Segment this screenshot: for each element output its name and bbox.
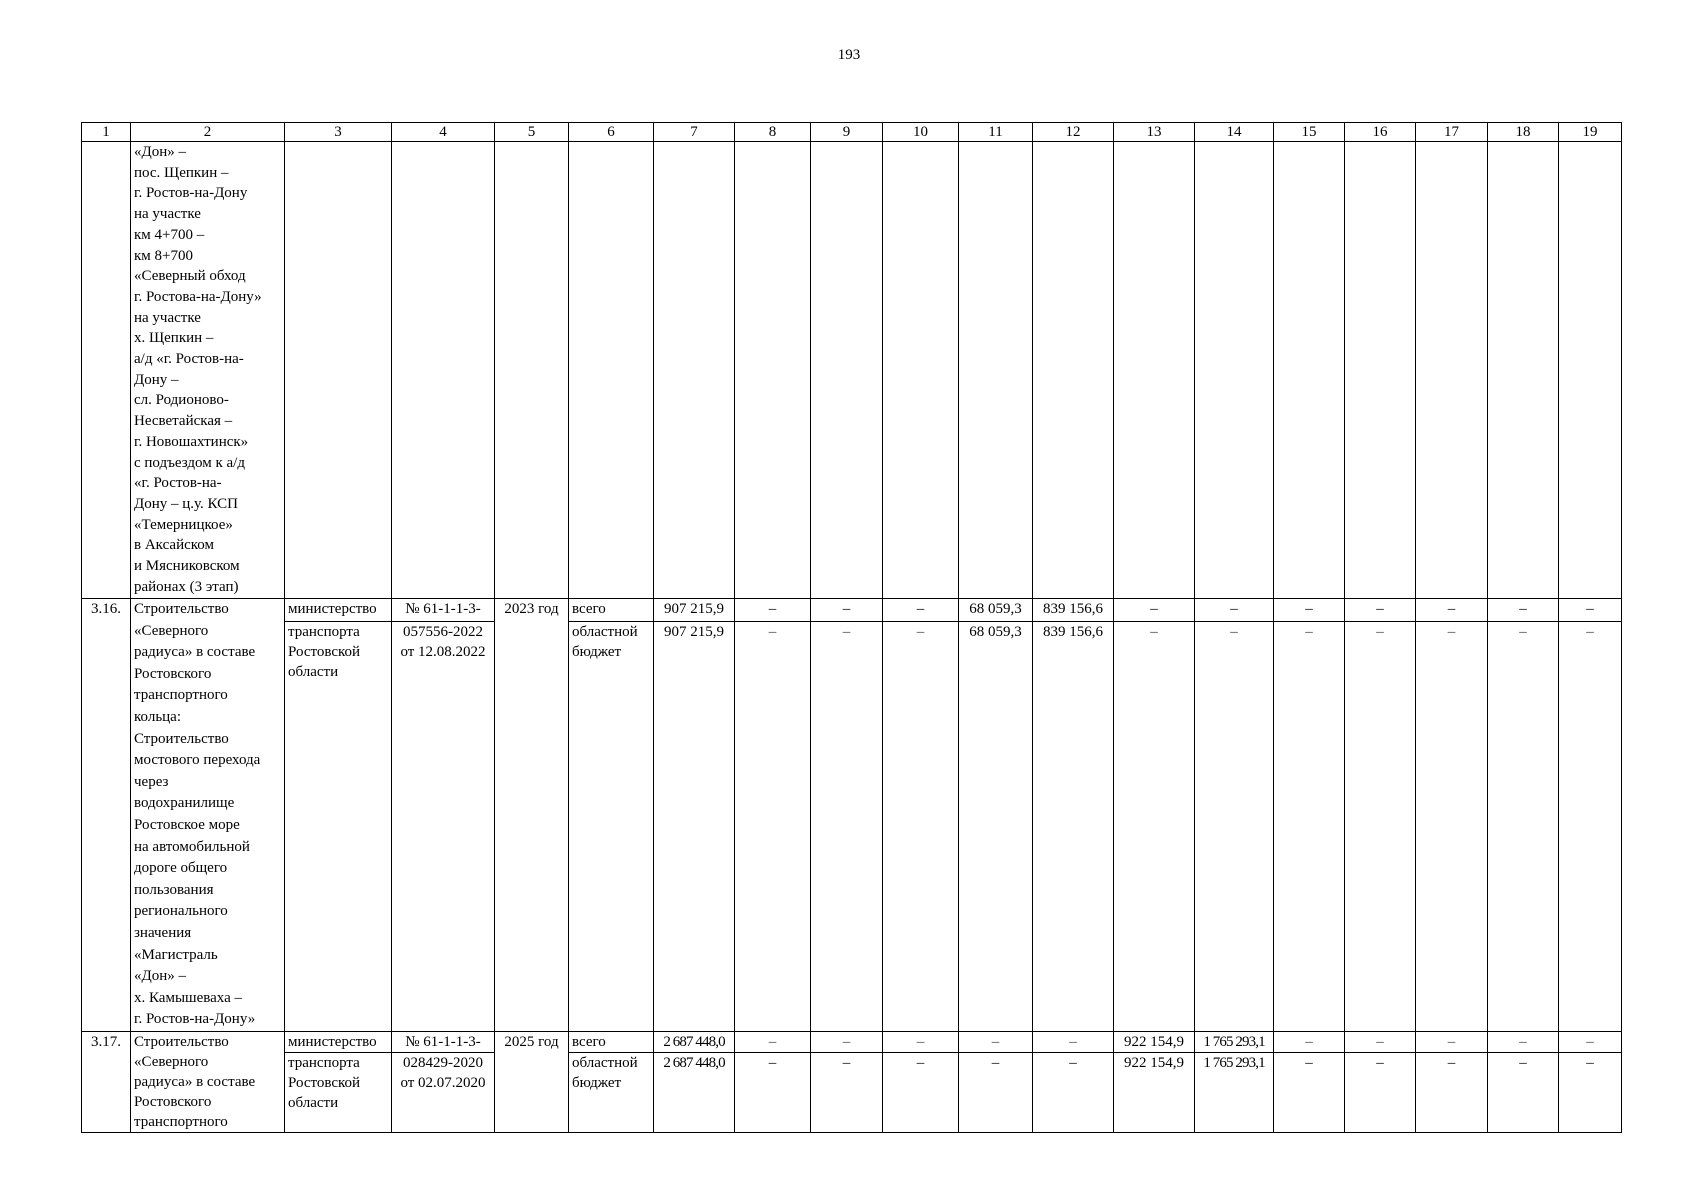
responsible-org: министерство (285, 599, 392, 622)
value-cell: – (1488, 1053, 1559, 1133)
value-cell: – (1033, 1053, 1114, 1133)
value-cell: – (1274, 1053, 1345, 1133)
value-cell: 839 156,6 (1033, 599, 1114, 622)
empty-cell (811, 142, 883, 599)
name-line: Дону – ц.у. КСП (134, 495, 239, 512)
project-budget-row (82, 621, 1622, 1031)
column-header: 13 (1114, 123, 1195, 142)
column-header: 8 (735, 123, 811, 142)
value-cell: – (959, 1031, 1033, 1052)
name-line: районах (3 этап) (134, 578, 239, 595)
expertise-doc-cont: 057556-2022 от 12.08.2022 (392, 621, 495, 1031)
column-header: 10 (883, 123, 959, 142)
column-header: 2 (131, 123, 285, 142)
value-cell: – (1195, 621, 1274, 1031)
value-cell: – (1114, 621, 1195, 1031)
name-line: на автомобильной (134, 838, 250, 855)
name-line: мостового перехода (134, 752, 261, 769)
funding-source: областной бюджет (569, 1053, 654, 1133)
name-line: Несветайская – (134, 413, 233, 430)
empty-cell (1345, 142, 1416, 599)
project-name (131, 1031, 285, 1132)
value-cell: – (1559, 1031, 1622, 1052)
empty-cell (735, 142, 811, 599)
name-line: Строительство (134, 1033, 229, 1050)
column-header: 19 (1559, 123, 1622, 142)
column-header: 12 (1033, 123, 1114, 142)
column-header: 17 (1416, 123, 1488, 142)
empty-cell (569, 142, 654, 599)
value-cell: 907 215,9 (654, 621, 735, 1031)
name-line: км 8+700 (134, 247, 193, 264)
name-line: значения (134, 924, 192, 941)
column-number-row (82, 123, 1622, 142)
empty-cell (1488, 142, 1559, 599)
name-line: транспортного (134, 1113, 228, 1130)
value-cell: – (1195, 599, 1274, 622)
empty-cell (959, 142, 1033, 599)
value-cell: – (735, 621, 811, 1031)
value-cell: 922 154,9 (1114, 1031, 1195, 1052)
value-cell: – (811, 1031, 883, 1052)
name-line: Ростовское море (134, 816, 240, 833)
funding-source: всего (569, 1031, 654, 1052)
name-line: на участке (134, 309, 201, 326)
name-line: сл. Родионово- (134, 392, 229, 409)
empty-cell (285, 142, 392, 599)
value-cell: – (735, 1031, 811, 1052)
value-cell: – (735, 1053, 811, 1133)
empty-cell (1195, 142, 1274, 599)
name-line: а/д «г. Ростов-на- (134, 351, 244, 368)
column-header: 7 (654, 123, 735, 142)
value-cell: – (811, 599, 883, 622)
value-cell: – (1345, 1053, 1416, 1133)
empty-cell (1033, 142, 1114, 599)
value-cell: – (1416, 1031, 1488, 1052)
column-header: 5 (495, 123, 569, 142)
value-cell: – (1274, 599, 1345, 622)
value-cell: – (1559, 621, 1622, 1031)
value-cell: – (1345, 1031, 1416, 1052)
expertise-doc-cont: 028429-2020 от 02.07.2020 (392, 1053, 495, 1133)
page-number: 193 (837, 47, 861, 63)
value-cell: – (883, 599, 959, 622)
value-cell: – (1488, 599, 1559, 622)
name-line: радиуса» в составе (134, 1073, 256, 1090)
column-header: 11 (959, 123, 1033, 142)
name-line: кольца: (134, 708, 182, 725)
value-cell: – (1416, 1053, 1488, 1133)
name-line: радиуса» в составе (134, 644, 256, 661)
name-line: водохранилище (134, 795, 235, 812)
column-header: 4 (392, 123, 495, 142)
name-line: «г. Ростов-на- (134, 475, 222, 492)
empty-cell (1559, 142, 1622, 599)
project-budget-row (82, 1053, 1622, 1133)
continued-row (82, 142, 1622, 599)
project-name (131, 599, 285, 1032)
value-cell: – (735, 599, 811, 622)
responsible-org: министерство (285, 1031, 392, 1052)
name-line: «Темерницкое» (134, 516, 233, 533)
empty-cell (1416, 142, 1488, 599)
name-line: х. Щепкин – (134, 330, 214, 347)
value-cell: – (1114, 599, 1195, 622)
continued-project-name (131, 142, 285, 599)
value-cell: – (1274, 1031, 1345, 1052)
name-line: х. Камышеваха – (134, 989, 242, 1006)
value-cell: 922 154,9 (1114, 1053, 1195, 1133)
project-total-row (82, 1031, 1622, 1052)
name-line: дороге общего (134, 860, 228, 877)
name-line: «Северного (134, 622, 209, 639)
name-line: г. Ростова-на-Дону» (134, 288, 262, 305)
name-line: «Магистраль (134, 946, 218, 963)
funding-source: областной бюджет (569, 621, 654, 1031)
value-cell: 839 156,6 (1033, 621, 1114, 1031)
name-line: транспортного (134, 687, 228, 704)
expertise-doc: № 61-1-1-3- (392, 1031, 495, 1052)
empty-cell (392, 142, 495, 599)
empty-cell (883, 142, 959, 599)
expertise-doc: № 61-1-1-3- (392, 599, 495, 622)
value-cell: – (959, 1053, 1033, 1133)
name-line: Дону – (134, 371, 179, 388)
value-cell: – (811, 621, 883, 1031)
name-line: Строительство (134, 730, 229, 747)
column-header: 6 (569, 123, 654, 142)
name-line: Строительство (134, 601, 229, 617)
name-line: в Аксайском (134, 537, 214, 554)
value-cell: – (1345, 621, 1416, 1031)
value-cell: – (1559, 599, 1622, 622)
empty-cell (654, 142, 735, 599)
column-header: 15 (1274, 123, 1345, 142)
name-line: г. Ростов-на-Дону (134, 185, 248, 202)
row-number-cell: 3.17. (82, 1031, 131, 1132)
value-cell: 2 687 448,0 (654, 1031, 735, 1052)
responsible-org-cont: транспорта Ростовской области (285, 1053, 392, 1133)
column-header: 9 (811, 123, 883, 142)
name-line: и Мясниковском (134, 558, 240, 575)
value-cell: 1 765 293,1 (1195, 1031, 1274, 1052)
name-line: регионального (134, 903, 228, 920)
row-number-cell: 3.16. (82, 599, 131, 1032)
name-line: «Северного (134, 1053, 209, 1070)
value-cell: – (883, 1031, 959, 1052)
responsible-org-cont: транспорта Ростовской области (285, 621, 392, 1031)
value-cell: – (883, 621, 959, 1031)
budget-table (81, 122, 1622, 1133)
value-cell: – (1345, 599, 1416, 622)
name-line: км 4+700 – (134, 226, 205, 243)
column-header: 1 (82, 123, 131, 142)
value-cell: – (1488, 1031, 1559, 1052)
row-number-cell (82, 142, 131, 599)
column-header: 3 (285, 123, 392, 142)
value-cell: 68 059,3 (959, 621, 1033, 1031)
value-cell: – (1559, 1053, 1622, 1133)
value-cell: 2 687 448,0 (654, 1053, 735, 1133)
name-line: пос. Щепкин – (134, 164, 229, 181)
project-total-row (82, 599, 1622, 622)
column-header: 18 (1488, 123, 1559, 142)
value-cell: – (811, 1053, 883, 1133)
completion-year: 2023 год (495, 599, 569, 1032)
name-line: «Северный обход (134, 268, 246, 285)
value-cell: 907 215,9 (654, 599, 735, 622)
funding-source: всего (569, 599, 654, 622)
value-cell: – (883, 1053, 959, 1133)
value-cell: – (1488, 621, 1559, 1031)
value-cell: – (1416, 621, 1488, 1031)
value-cell: – (1274, 621, 1345, 1031)
value-cell: – (1416, 599, 1488, 622)
name-line: пользования (134, 881, 214, 898)
column-header: 16 (1345, 123, 1416, 142)
column-header: 14 (1195, 123, 1274, 142)
name-line: Ростовского (134, 1093, 212, 1110)
name-line: с подъездом к а/д (134, 454, 245, 471)
name-line: «Дон» – (134, 968, 187, 985)
empty-cell (1114, 142, 1195, 599)
name-line: Ростовского (134, 665, 212, 682)
value-cell: 68 059,3 (959, 599, 1033, 622)
name-line: «Дон» – (134, 144, 187, 160)
value-cell: – (1033, 1031, 1114, 1052)
name-line: г. Новошахтинск» (134, 433, 249, 450)
name-line: через (134, 773, 169, 790)
value-cell: 1 765 293,1 (1195, 1053, 1274, 1133)
empty-cell (495, 142, 569, 599)
name-line: г. Ростов-на-Дону» (134, 1011, 256, 1028)
completion-year: 2025 год (495, 1031, 569, 1132)
empty-cell (1274, 142, 1345, 599)
name-line: на участке (134, 206, 201, 223)
